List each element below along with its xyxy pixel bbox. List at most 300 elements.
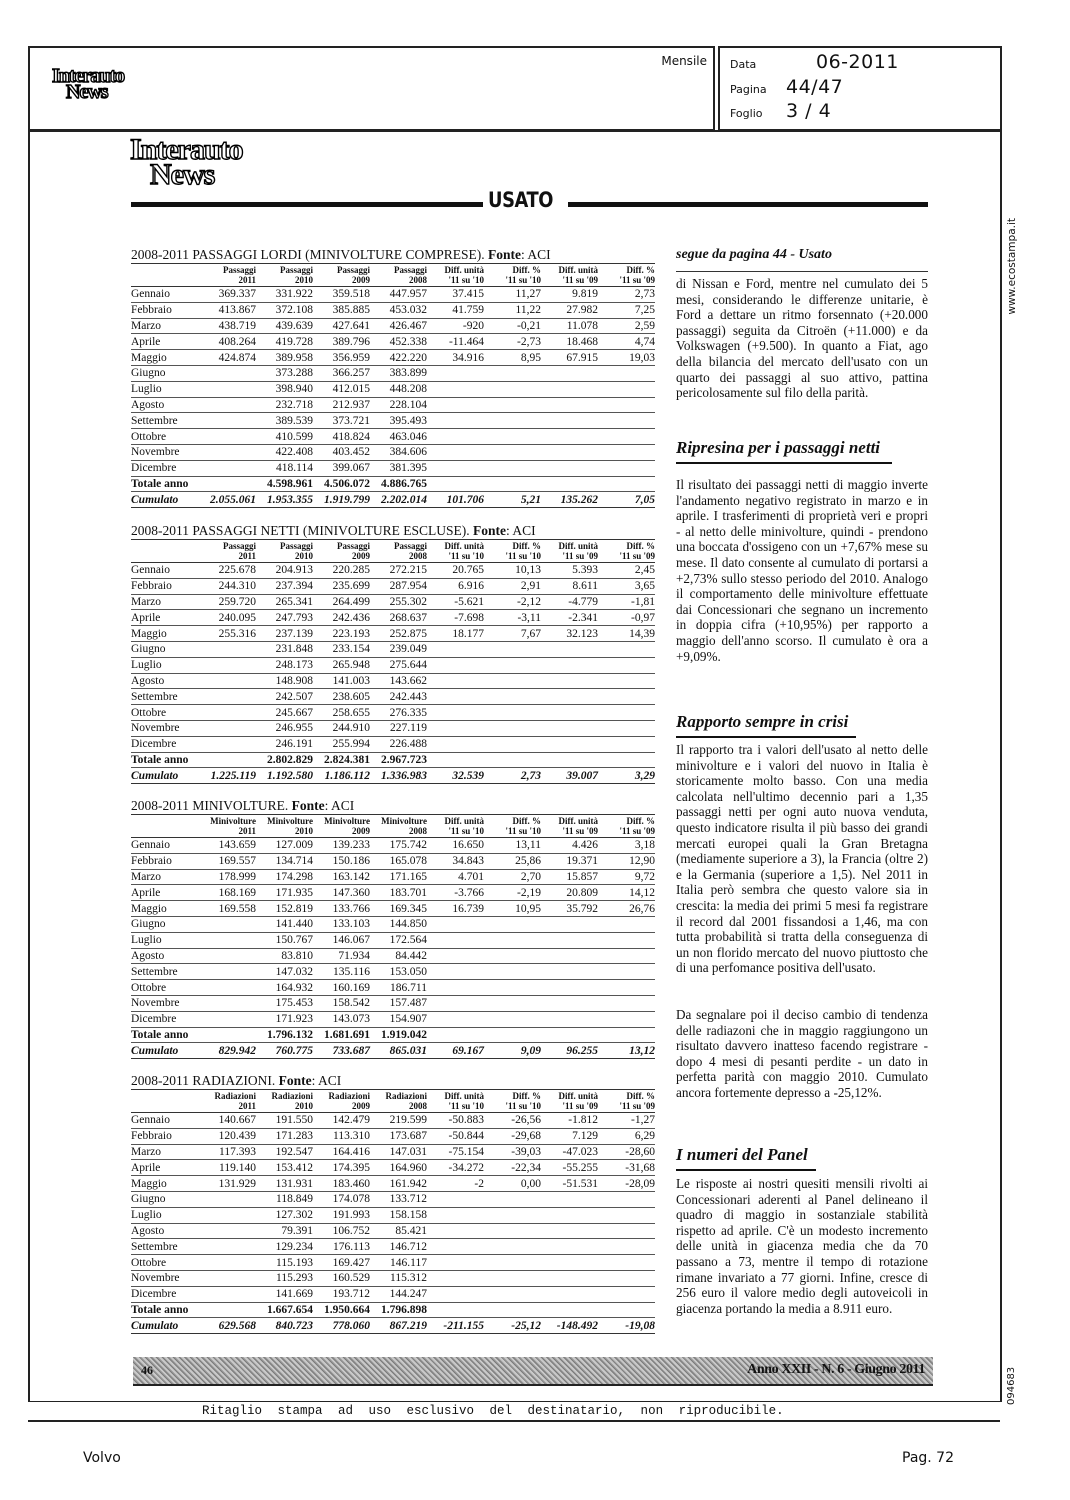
interauto-news-logo: Interauto News bbox=[130, 133, 243, 191]
issue-footer-band bbox=[133, 1357, 933, 1386]
table-row bbox=[131, 948, 655, 964]
table-cell: 141.440 bbox=[256, 916, 313, 932]
table-cell: 143.073 bbox=[313, 1011, 370, 1027]
table-row bbox=[131, 302, 655, 318]
table-cell: 32.123 bbox=[541, 626, 598, 642]
table-cell: 150.767 bbox=[256, 932, 313, 948]
table-cell bbox=[598, 413, 655, 429]
table-cell: -0,97 bbox=[598, 610, 655, 626]
column-header bbox=[313, 264, 370, 287]
table-cell bbox=[199, 736, 256, 752]
table-cell: -0,21 bbox=[484, 318, 541, 334]
table-cell bbox=[598, 1239, 655, 1255]
table-cell bbox=[199, 948, 256, 964]
data-table bbox=[131, 814, 655, 1059]
article-paragraph: Il risultato dei passaggi netti di maggio inverte l'andamento negativo registrato in marzo e in aprile. I trasferimenti di proprietà veri e propri - al netto delle minivolture, quindi - prendono una boccata d'ossigeno con un +7,67% mese su mese. Il dato consente al cumulato di portarsi a +2,73% sullo stesso periodo del 2010. Analogo il comportamento delle minivolture effettuate dai Concessionari che segnano un incremento in doppia cifra (+10,95%) per rapporto a maggio dell'anno scorso. Il cumulato è ora a +9,09%. bbox=[676, 477, 928, 664]
table-title bbox=[131, 522, 655, 539]
table-cell: 164.932 bbox=[256, 980, 313, 996]
column-header bbox=[598, 815, 655, 838]
table-cell: -26,56 bbox=[484, 1113, 541, 1129]
column-header-line2: 2010 bbox=[295, 826, 313, 836]
table-cell bbox=[484, 948, 541, 964]
table-cell: 171.283 bbox=[256, 1128, 313, 1144]
column-header-line2: '11 su '10 bbox=[448, 1101, 484, 1111]
clipping-meta bbox=[718, 46, 1002, 131]
side-url bbox=[1006, 121, 1018, 315]
table-cell: 173.687 bbox=[370, 1128, 427, 1144]
table-cell: 426.467 bbox=[370, 318, 427, 334]
table-cell: -920 bbox=[427, 318, 484, 334]
table-cell bbox=[199, 1223, 256, 1239]
table-cell: 143.662 bbox=[370, 673, 427, 689]
table-cell: 158.158 bbox=[370, 1207, 427, 1223]
column-header-line1: Diff. % bbox=[512, 265, 541, 275]
table-cell: 143.659 bbox=[199, 838, 256, 854]
table-cell bbox=[427, 413, 484, 429]
table-cell bbox=[199, 429, 256, 445]
table-cell: 183.460 bbox=[313, 1176, 370, 1192]
row-label: Agosto bbox=[131, 948, 199, 964]
row-label: Novembre bbox=[131, 720, 199, 736]
row-label: Giugno bbox=[131, 1191, 199, 1207]
table-cell bbox=[427, 1207, 484, 1223]
table-cell bbox=[484, 705, 541, 721]
table-cell: 255.316 bbox=[199, 626, 256, 642]
table-cell: 248.173 bbox=[256, 657, 313, 673]
table-cell: 12,90 bbox=[598, 853, 655, 869]
column-header bbox=[199, 815, 256, 838]
table-cell: 829.942 bbox=[199, 1043, 256, 1059]
table-source: : ACI bbox=[521, 247, 551, 262]
table-row bbox=[131, 1144, 655, 1160]
table-cell: 2.967.723 bbox=[370, 752, 427, 768]
table-cell: 192.547 bbox=[256, 1144, 313, 1160]
row-label: Ottobre bbox=[131, 429, 199, 445]
column-header-line2: 2010 bbox=[295, 275, 313, 285]
table-cell: 255.994 bbox=[313, 736, 370, 752]
column-header bbox=[598, 540, 655, 563]
page-counter: Pag. 72 bbox=[902, 1450, 954, 1466]
table-cell bbox=[541, 1239, 598, 1255]
table-cell bbox=[427, 948, 484, 964]
table-header-row bbox=[131, 264, 655, 287]
table-cell: 412.015 bbox=[313, 381, 370, 397]
table-cell: 172.564 bbox=[370, 932, 427, 948]
column-header bbox=[313, 815, 370, 838]
table-cell bbox=[427, 705, 484, 721]
table-cell bbox=[484, 932, 541, 948]
table-cell bbox=[541, 689, 598, 705]
row-label: Ottobre bbox=[131, 705, 199, 721]
table-cell bbox=[598, 736, 655, 752]
table-cell bbox=[484, 444, 541, 460]
table-cell bbox=[541, 752, 598, 768]
table-cell bbox=[598, 1027, 655, 1043]
table-cell bbox=[598, 365, 655, 381]
column-header bbox=[541, 540, 598, 563]
table-cell: 398.940 bbox=[256, 381, 313, 397]
table-cell: 403.452 bbox=[313, 444, 370, 460]
column-header-line2: '11 su '10 bbox=[448, 826, 484, 836]
row-label: Dicembre bbox=[131, 460, 199, 476]
table-cell: 9.819 bbox=[541, 287, 598, 303]
column-header bbox=[427, 264, 484, 287]
table-cell: 259.720 bbox=[199, 594, 256, 610]
table-row bbox=[131, 1255, 655, 1271]
table-cell: 389.958 bbox=[256, 350, 313, 366]
table-cell: 439.639 bbox=[256, 318, 313, 334]
column-header-line2: 2009 bbox=[352, 826, 370, 836]
table-cell: 4.598.961 bbox=[256, 476, 313, 492]
row-label: Aprile bbox=[131, 334, 199, 350]
table-cell bbox=[541, 964, 598, 980]
table-cell: 117.393 bbox=[199, 1144, 256, 1160]
table-source: : ACI bbox=[506, 523, 536, 538]
table-cell bbox=[541, 673, 598, 689]
column-header bbox=[199, 540, 256, 563]
table-cell bbox=[598, 705, 655, 721]
table-cell: -19,08 bbox=[598, 1318, 655, 1334]
table-cell: 10,95 bbox=[484, 901, 541, 917]
row-label: Luglio bbox=[131, 1207, 199, 1223]
table-title-main: 2008-2011 PASSAGGI LORDI (MINIVOLTURE COMPRESE). bbox=[131, 247, 485, 262]
table-row bbox=[131, 901, 655, 917]
table-cell: 2,59 bbox=[598, 318, 655, 334]
column-header-line2: 2008 bbox=[409, 1101, 427, 1111]
row-label: Maggio bbox=[131, 626, 199, 642]
table-cell bbox=[598, 444, 655, 460]
table-cell: 9,09 bbox=[484, 1043, 541, 1059]
table-cell bbox=[541, 1191, 598, 1207]
table-cell: 245.667 bbox=[256, 705, 313, 721]
table-cell bbox=[199, 673, 256, 689]
column-header-line2: 2011 bbox=[238, 1101, 256, 1111]
row-label: Ottobre bbox=[131, 1255, 199, 1271]
subhead-rule bbox=[676, 736, 856, 738]
column-header-line1: Passaggi bbox=[222, 265, 256, 275]
table-cell: 96.255 bbox=[541, 1043, 598, 1059]
table-cell: 191.550 bbox=[256, 1113, 313, 1129]
column-header-line1: Diff. % bbox=[626, 265, 655, 275]
table-cell: 133.766 bbox=[313, 901, 370, 917]
row-label: Dicembre bbox=[131, 1011, 199, 1027]
table-cell: 101.706 bbox=[427, 492, 484, 508]
table-cell: 5,21 bbox=[484, 492, 541, 508]
table-cell: 168.169 bbox=[199, 885, 256, 901]
table-cell: 83.810 bbox=[256, 948, 313, 964]
column-header-line1: Diff. unità bbox=[558, 1091, 598, 1101]
table-cell: 113.310 bbox=[313, 1128, 370, 1144]
table-cell: 225.678 bbox=[199, 563, 256, 579]
table-cell bbox=[199, 1191, 256, 1207]
table-cell: 150.186 bbox=[313, 853, 370, 869]
table-cell: 383.899 bbox=[370, 365, 427, 381]
table-cell: 389.539 bbox=[256, 413, 313, 429]
table-cell: 160.169 bbox=[313, 980, 370, 996]
row-label: Agosto bbox=[131, 397, 199, 413]
table-cell: 1.796.898 bbox=[370, 1302, 427, 1318]
table-cell bbox=[199, 641, 256, 657]
table-cell: 226.488 bbox=[370, 736, 427, 752]
row-label: Marzo bbox=[131, 594, 199, 610]
table-cell bbox=[484, 980, 541, 996]
table-row bbox=[131, 578, 655, 594]
table-cell: 413.867 bbox=[199, 302, 256, 318]
table-row bbox=[131, 1113, 655, 1129]
table-cell: 778.060 bbox=[313, 1318, 370, 1334]
table-cell: 463.046 bbox=[370, 429, 427, 445]
table-row bbox=[131, 736, 655, 752]
table-cell bbox=[484, 720, 541, 736]
row-label: Agosto bbox=[131, 673, 199, 689]
table-cell: -50.883 bbox=[427, 1113, 484, 1129]
row-label: Totale anno bbox=[131, 1302, 199, 1318]
row-label: Febbraio bbox=[131, 578, 199, 594]
table-header-row bbox=[131, 815, 655, 838]
table-cell: 242.436 bbox=[313, 610, 370, 626]
table-cell: 144.247 bbox=[370, 1286, 427, 1302]
table-cell: 169.345 bbox=[370, 901, 427, 917]
meta-date-value: 06-2011 bbox=[816, 51, 899, 73]
table-cell: 174.078 bbox=[313, 1191, 370, 1207]
table-cell bbox=[427, 995, 484, 1011]
table-cell: 15.857 bbox=[541, 869, 598, 885]
table-row bbox=[131, 1207, 655, 1223]
table-cell: 153.050 bbox=[370, 964, 427, 980]
table-minivolture bbox=[131, 797, 655, 1059]
table-cell bbox=[598, 397, 655, 413]
table-source-label: Fonte bbox=[278, 1073, 312, 1088]
table-cell bbox=[541, 657, 598, 673]
table-cell bbox=[199, 995, 256, 1011]
column-header bbox=[256, 540, 313, 563]
row-label: Febbraio bbox=[131, 1128, 199, 1144]
table-cell: -1,27 bbox=[598, 1113, 655, 1129]
table-row bbox=[131, 350, 655, 366]
row-label: Marzo bbox=[131, 318, 199, 334]
table-cell bbox=[427, 1191, 484, 1207]
table-cell: 219.599 bbox=[370, 1113, 427, 1129]
section-title: USATO bbox=[488, 188, 554, 212]
total-row bbox=[131, 752, 655, 768]
table-cell: 438.719 bbox=[199, 318, 256, 334]
magazine-page-number: 46 bbox=[141, 1363, 153, 1377]
table-cell: 422.408 bbox=[256, 444, 313, 460]
table-row bbox=[131, 1160, 655, 1176]
table-row bbox=[131, 626, 655, 642]
table-cell bbox=[484, 1286, 541, 1302]
table-cell: 140.667 bbox=[199, 1113, 256, 1129]
table-cell bbox=[427, 736, 484, 752]
table-cell: 448.208 bbox=[370, 381, 427, 397]
table-cell: -39,03 bbox=[484, 1144, 541, 1160]
table-cell: 115.293 bbox=[256, 1270, 313, 1286]
column-header-line2: '11 su '09 bbox=[619, 826, 655, 836]
table-cell bbox=[427, 397, 484, 413]
table-cell: 7,25 bbox=[598, 302, 655, 318]
table-cell: 141.003 bbox=[313, 673, 370, 689]
table-cell bbox=[541, 1286, 598, 1302]
table-cell: 452.338 bbox=[370, 334, 427, 350]
table-cell bbox=[199, 1027, 256, 1043]
table-cell: 135.116 bbox=[313, 964, 370, 980]
table-row bbox=[131, 1223, 655, 1239]
table-row bbox=[131, 460, 655, 476]
table-title-main: 2008-2011 PASSAGGI NETTI (MINIVOLTURE ESCLUSE). bbox=[131, 523, 470, 538]
table-passaggi-lordi bbox=[131, 246, 655, 508]
table-cell: 84.442 bbox=[370, 948, 427, 964]
table-cell: 4.701 bbox=[427, 869, 484, 885]
column-header-line2: '11 su '10 bbox=[505, 551, 541, 561]
table-cell bbox=[598, 1255, 655, 1271]
table-cell: 178.999 bbox=[199, 869, 256, 885]
table-cell: -4.779 bbox=[541, 594, 598, 610]
table-cell bbox=[484, 397, 541, 413]
table-cell: 232.718 bbox=[256, 397, 313, 413]
table-cell: 418.824 bbox=[313, 429, 370, 445]
cumulative-row bbox=[131, 492, 655, 508]
table-cell: 147.031 bbox=[370, 1144, 427, 1160]
table-cell bbox=[199, 980, 256, 996]
table-cell bbox=[199, 444, 256, 460]
table-cell: 235.699 bbox=[313, 578, 370, 594]
table-cell: 422.220 bbox=[370, 350, 427, 366]
table-cell: 6,29 bbox=[598, 1128, 655, 1144]
table-cell bbox=[598, 752, 655, 768]
table-row bbox=[131, 413, 655, 429]
row-label: Novembre bbox=[131, 444, 199, 460]
table-cell: 237.394 bbox=[256, 578, 313, 594]
table-cell: -51.531 bbox=[541, 1176, 598, 1192]
table-cell: -34.272 bbox=[427, 1160, 484, 1176]
table-cell bbox=[541, 948, 598, 964]
column-header bbox=[370, 815, 427, 838]
table-cell: -2.341 bbox=[541, 610, 598, 626]
table-cell: 79.391 bbox=[256, 1223, 313, 1239]
table-cell: -47.023 bbox=[541, 1144, 598, 1160]
table-cell bbox=[541, 720, 598, 736]
table-row bbox=[131, 657, 655, 673]
column-header-line2: '11 su '09 bbox=[619, 275, 655, 285]
table-row bbox=[131, 838, 655, 854]
table-cell: 174.298 bbox=[256, 869, 313, 885]
table-row bbox=[131, 1176, 655, 1192]
row-label: Marzo bbox=[131, 869, 199, 885]
column-header-line1: Minivolture bbox=[267, 816, 313, 826]
column-header-line1: Diff. unità bbox=[558, 265, 598, 275]
table-cell: 424.874 bbox=[199, 350, 256, 366]
table-cell: 18.177 bbox=[427, 626, 484, 642]
table-cell: 118.849 bbox=[256, 1191, 313, 1207]
table-cell bbox=[199, 1255, 256, 1271]
table-cell: -31,68 bbox=[598, 1160, 655, 1176]
table-row bbox=[131, 287, 655, 303]
meta-date-label: Data bbox=[730, 58, 757, 71]
table-cell: 183.701 bbox=[370, 885, 427, 901]
column-header-line1: Diff. % bbox=[512, 541, 541, 551]
table-cell: 733.687 bbox=[313, 1043, 370, 1059]
table-row bbox=[131, 1191, 655, 1207]
table-cell bbox=[427, 1286, 484, 1302]
table-cell: 287.954 bbox=[370, 578, 427, 594]
table-cell: 418.114 bbox=[256, 460, 313, 476]
table-cell: 410.599 bbox=[256, 429, 313, 445]
column-header-line1: Passaggi bbox=[393, 541, 427, 551]
column-header-line2: 2008 bbox=[409, 826, 427, 836]
table-cell bbox=[199, 381, 256, 397]
column-header-line1: Diff. % bbox=[512, 1091, 541, 1101]
table-cell: 1.667.654 bbox=[256, 1302, 313, 1318]
row-label: Totale anno bbox=[131, 476, 199, 492]
table-cell: 265.948 bbox=[313, 657, 370, 673]
table-cell: 158.542 bbox=[313, 995, 370, 1011]
row-label: Giugno bbox=[131, 916, 199, 932]
table-cell: -50.844 bbox=[427, 1128, 484, 1144]
table-cell bbox=[541, 1223, 598, 1239]
clip-notice-text: Ritaglio stampa ad uso esclusivo del destinatario, non riproducibile. bbox=[202, 1404, 784, 1418]
table-cell: 153.412 bbox=[256, 1160, 313, 1176]
table-cell bbox=[484, 1270, 541, 1286]
table-cell: 175.453 bbox=[256, 995, 313, 1011]
table-cell bbox=[484, 1255, 541, 1271]
table-cell: 171.165 bbox=[370, 869, 427, 885]
row-label: Totale anno bbox=[131, 752, 199, 768]
table-cell: 366.257 bbox=[313, 365, 370, 381]
column-header-line2: '11 su '09 bbox=[619, 1101, 655, 1111]
table-cell: 1.192.580 bbox=[256, 768, 313, 784]
table-cell bbox=[427, 720, 484, 736]
table-cell: 18.468 bbox=[541, 334, 598, 350]
table-cell bbox=[427, 476, 484, 492]
table-cell bbox=[427, 1255, 484, 1271]
table-row bbox=[131, 980, 655, 996]
table-cell: 385.885 bbox=[313, 302, 370, 318]
column-header bbox=[598, 1090, 655, 1113]
divider bbox=[28, 1420, 1000, 1422]
table-cell: 220.285 bbox=[313, 563, 370, 579]
table-cell bbox=[598, 980, 655, 996]
table-cell: 2,45 bbox=[598, 563, 655, 579]
column-header bbox=[370, 540, 427, 563]
row-label: Cumulato bbox=[131, 492, 199, 508]
table-cell bbox=[427, 1011, 484, 1027]
table-cell: 238.605 bbox=[313, 689, 370, 705]
table-cell bbox=[427, 673, 484, 689]
table-title bbox=[131, 797, 655, 814]
column-header-line1: Diff. unità bbox=[444, 541, 484, 551]
table-cell bbox=[541, 1027, 598, 1043]
table-cell: 246.955 bbox=[256, 720, 313, 736]
table-cell bbox=[199, 1207, 256, 1223]
table-cell: -2 bbox=[427, 1176, 484, 1192]
table-cell bbox=[427, 1302, 484, 1318]
column-header-line2: 2009 bbox=[352, 275, 370, 285]
data-table bbox=[131, 263, 655, 508]
table-row bbox=[131, 1270, 655, 1286]
table-cell bbox=[484, 1239, 541, 1255]
table-cell: 163.142 bbox=[313, 869, 370, 885]
table-cell: 26,76 bbox=[598, 901, 655, 917]
table-cell: -29,68 bbox=[484, 1128, 541, 1144]
table-cell bbox=[427, 932, 484, 948]
table-cell bbox=[484, 752, 541, 768]
table-cell: 223.193 bbox=[313, 626, 370, 642]
table-cell: 453.032 bbox=[370, 302, 427, 318]
table-cell: 373.721 bbox=[313, 413, 370, 429]
table-cell: 164.960 bbox=[370, 1160, 427, 1176]
table-cell: 171.923 bbox=[256, 1011, 313, 1027]
table-source-label: Fonte bbox=[473, 523, 507, 538]
